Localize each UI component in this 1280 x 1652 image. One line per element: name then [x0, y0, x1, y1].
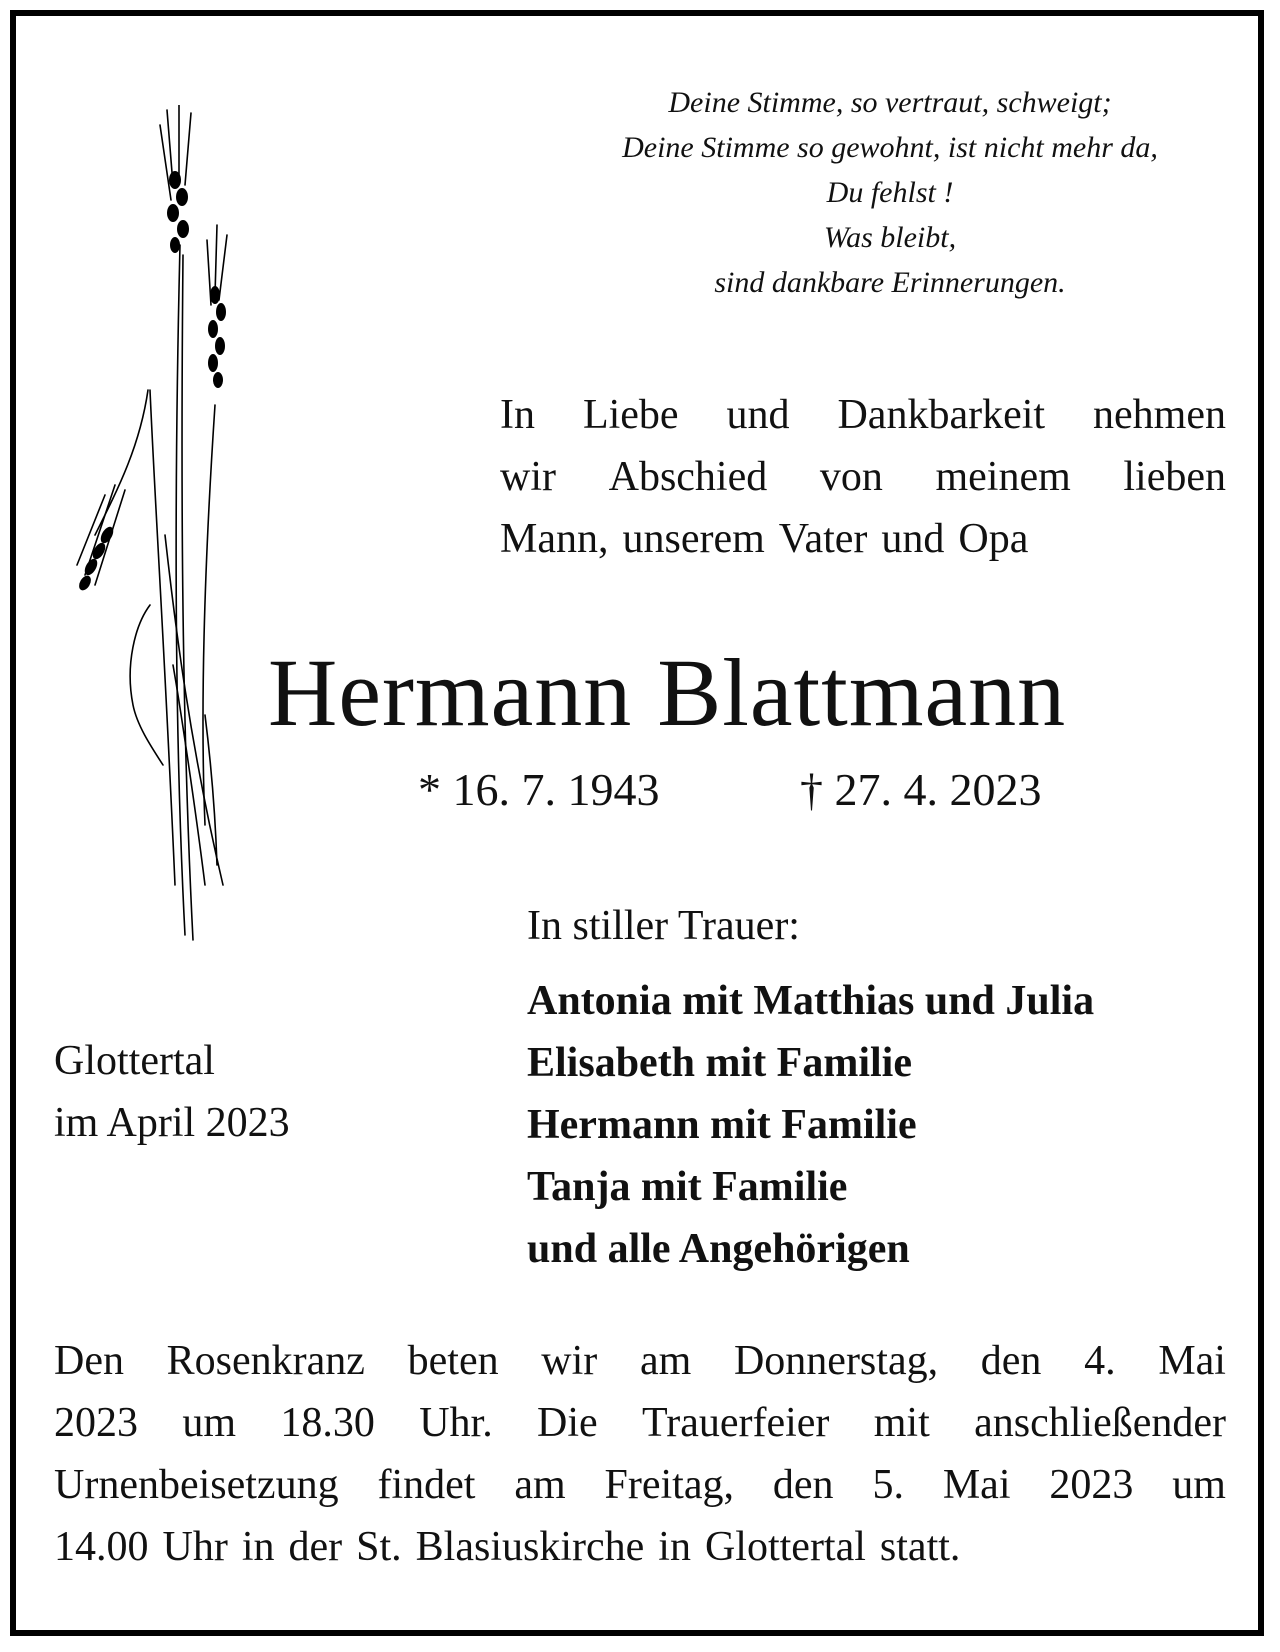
service-word: den [772, 1462, 834, 1508]
service-word: St. [356, 1524, 402, 1570]
place-date [54, 1030, 290, 1154]
service-info [54, 1330, 1226, 1578]
service-word: Uhr [162, 1524, 228, 1570]
mourners-list [527, 970, 1094, 1280]
service-word: 5. [872, 1462, 904, 1508]
service-word: Freitag, [604, 1462, 734, 1508]
service-word: 18.30 [280, 1400, 375, 1446]
intro-word: lieben [1123, 454, 1226, 500]
intro-word: In [500, 392, 535, 438]
service-word: Trauerfeier [642, 1400, 830, 1446]
service-word: der [288, 1524, 343, 1570]
intro-word: Dankbarkeit [837, 392, 1046, 438]
service-word: in [241, 1524, 275, 1570]
service-word: 2023 [54, 1400, 138, 1446]
service-word: statt. [879, 1524, 961, 1570]
mourner: Hermann mit Familie [527, 1102, 917, 1148]
place-month: im April 2023 [54, 1100, 290, 1146]
service-word: 4. [1084, 1338, 1116, 1384]
service-line [54, 1516, 1226, 1578]
service-word: Blasiuskirche [415, 1524, 645, 1570]
service-line [54, 1454, 1226, 1516]
intro-line [500, 446, 1226, 508]
intro-word: Vater [778, 516, 868, 562]
intro-word: und [726, 392, 790, 438]
service-word: um [1172, 1462, 1226, 1508]
service-word: 2023 [1049, 1462, 1134, 1508]
poem-line: Du fehlst ! [826, 176, 954, 209]
service-word: Die [537, 1400, 598, 1446]
place-town: Glottertal [54, 1038, 215, 1084]
intro-word: wir [500, 454, 556, 500]
intro-word: und [881, 516, 945, 562]
intro-text [500, 384, 1226, 570]
intro-word: Abschied [608, 454, 768, 500]
mourner: Tanja mit Familie [527, 1164, 848, 1210]
poem-line: Was bleibt, [823, 221, 957, 254]
service-word: wir [541, 1338, 598, 1384]
service-word: beten [407, 1338, 499, 1384]
service-word: anschließender [974, 1400, 1226, 1446]
deceased-name: Hermann Blattmann [268, 639, 1067, 746]
intro-word: meinem [935, 454, 1071, 500]
service-word: 14.00 [54, 1524, 149, 1570]
intro-word: unserem [622, 516, 765, 562]
intro-word: Liebe [582, 392, 679, 438]
service-word: Den [54, 1338, 124, 1384]
service-word: am [639, 1338, 692, 1384]
service-line [54, 1392, 1226, 1454]
service-word: findet [377, 1462, 476, 1508]
intro-word: Opa [958, 516, 1029, 562]
service-word: Mai [942, 1462, 1011, 1508]
service-line [54, 1330, 1226, 1392]
mourner: Elisabeth mit Familie [527, 1040, 912, 1086]
service-word: um [182, 1400, 237, 1446]
service-word: am [514, 1462, 566, 1508]
service-word: Urnenbeisetzung [54, 1462, 339, 1508]
birth-date: * 16. 7. 1943 [418, 764, 660, 815]
poem [540, 80, 1240, 305]
intro-word: von [819, 454, 883, 500]
intro-word: Mann, [500, 516, 609, 562]
service-word: den [980, 1338, 1042, 1384]
service-word: in [658, 1524, 691, 1570]
service-word: Rosenkranz [166, 1338, 365, 1384]
service-word: Uhr. [419, 1400, 493, 1446]
service-word: mit [873, 1400, 930, 1446]
intro-line [500, 384, 1226, 446]
poem-line: sind dankbare Erinnerungen. [714, 266, 1066, 299]
service-word: Mai [1158, 1338, 1226, 1384]
death-date: † 27. 4. 2023 [800, 764, 1042, 815]
mourner: Antonia mit Matthias und Julia [527, 978, 1095, 1024]
wheat-ears-icon [55, 105, 245, 955]
mourning-label: In stiller Trauer: [527, 903, 800, 949]
poem-line: Deine Stimme, so vertraut, schweigt; [668, 86, 1112, 119]
intro-word: nehmen [1093, 392, 1226, 438]
intro-line [500, 508, 1226, 570]
service-word: Donnerstag, [733, 1338, 939, 1384]
mourner: und alle Angehörigen [527, 1226, 910, 1272]
service-word: Glottertal [704, 1524, 866, 1570]
poem-line: Deine Stimme so gewohnt, ist nicht mehr da, [622, 131, 1158, 164]
